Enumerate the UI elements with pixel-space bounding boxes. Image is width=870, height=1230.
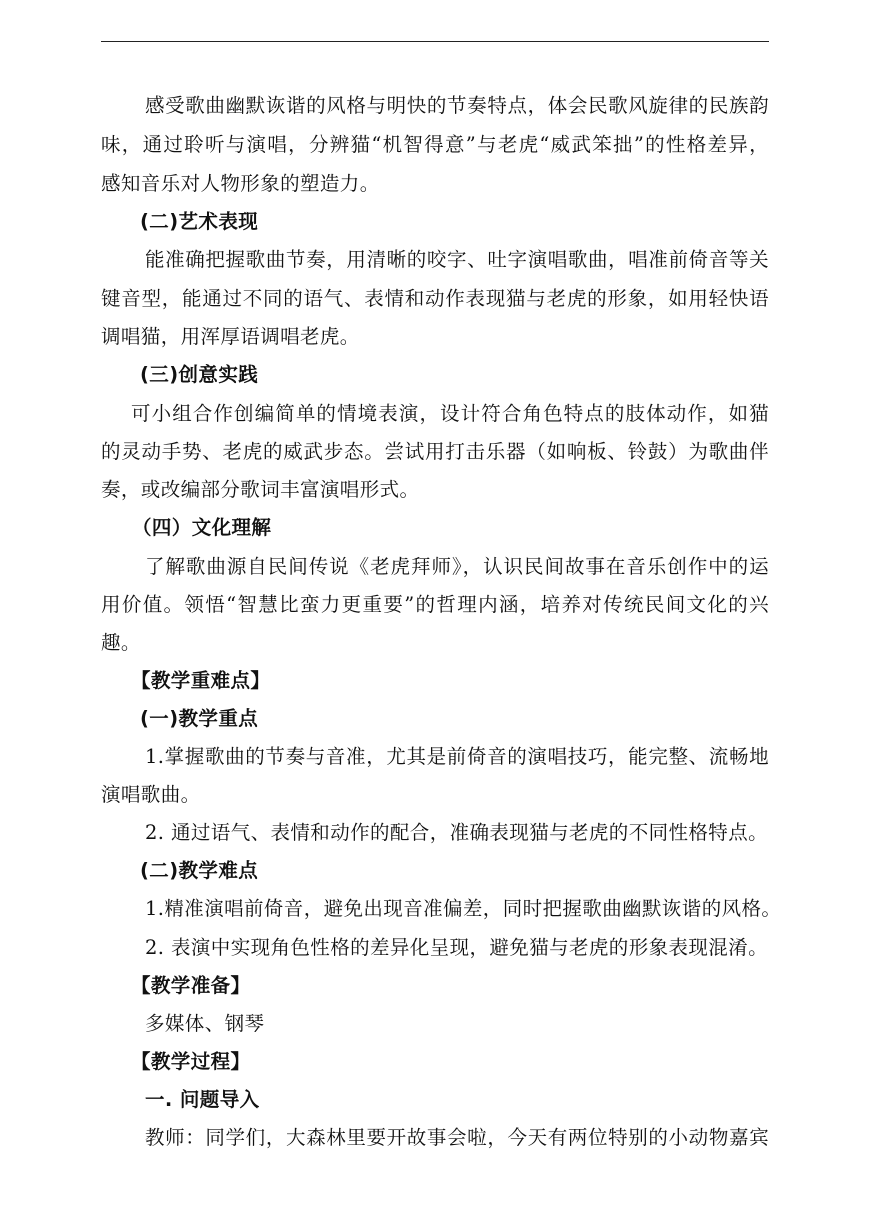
list-item: 2. 表演中实现角色性格的差异化呈现，避免猫与老虎的形象表现混淆。	[145, 936, 769, 959]
paragraph-line: 用价值。领悟“智慧比蛮力更重要”的哲理内涵，培养对传统民间文化的兴	[101, 593, 769, 616]
paragraph-line: 多媒体、钢琴	[145, 1012, 265, 1035]
paragraph-line: 感受歌曲幽默诙谐的风格与明快的节奏特点，体会民歌风旋律的民族韵	[145, 94, 769, 117]
list-item: 1.掌握歌曲的节奏与音准，尤其是前倚音的演唱技巧，能完整、流畅地	[145, 745, 769, 768]
paragraph-line: 感知音乐对人物形象的塑造力。	[101, 172, 380, 195]
paragraph-line: 教师：同学们，大森林里要开故事会啦，今天有两位特别的小动物嘉宾	[145, 1126, 769, 1149]
header-rule	[101, 41, 769, 42]
paragraph-line: 的灵动手势、老虎的威武步态。尝试用打击乐器（如响板、铃鼓）为歌曲伴	[101, 440, 769, 463]
paragraph-line: 能准确把握歌曲节奏，用清晰的咬字、吐字演唱歌曲，唱准前倚音等关	[145, 248, 769, 271]
subheading-key-points: (一)教学重点	[140, 707, 259, 730]
paragraph-line: 了解歌曲源自民间传说《老虎拜师》，认识民间故事在音乐创作中的运	[145, 555, 769, 578]
subheading-art-expression: (二)艺术表现	[140, 210, 259, 233]
subheading-cultural-understanding: （四）文化理解	[132, 516, 272, 539]
subheading-creative-practice: (三)创意实践	[140, 363, 259, 386]
section-heading-process: 【教学过程】	[131, 1050, 251, 1073]
list-item-continuation: 演唱歌曲。	[101, 783, 201, 806]
paragraph-line: 调唱猫，用浑厚语调唱老虎。	[101, 325, 360, 348]
paragraph-line: 味，通过聆听与演唱，分辨猫“机智得意”与老虎“威武笨拙”的性格差异，	[101, 133, 769, 156]
list-item: 1.精准演唱前倚音，避免出现音准偏差，同时把握歌曲幽默诙谐的风格。	[145, 897, 782, 920]
paragraph-line: 可小组合作创编简单的情境表演，设计符合角色特点的肢体动作，如猫	[131, 402, 769, 425]
subheading-difficult-points: (二)教学难点	[140, 859, 259, 882]
subheading-introduction: 一. 问题导入	[145, 1088, 260, 1111]
paragraph-line: 奏，或改编部分歌词丰富演唱形式。	[101, 478, 420, 501]
paragraph-line: 键音型，能通过不同的语气、表情和动作表现猫与老虎的形象，如用轻快语	[101, 287, 769, 310]
section-heading-key-difficult-points: 【教学重难点】	[131, 669, 271, 692]
list-item: 2. 通过语气、表情和动作的配合，准确表现猫与老虎的不同性格特点。	[145, 821, 769, 844]
section-heading-preparation: 【教学准备】	[131, 974, 251, 997]
paragraph-line: 趣。	[101, 631, 141, 654]
